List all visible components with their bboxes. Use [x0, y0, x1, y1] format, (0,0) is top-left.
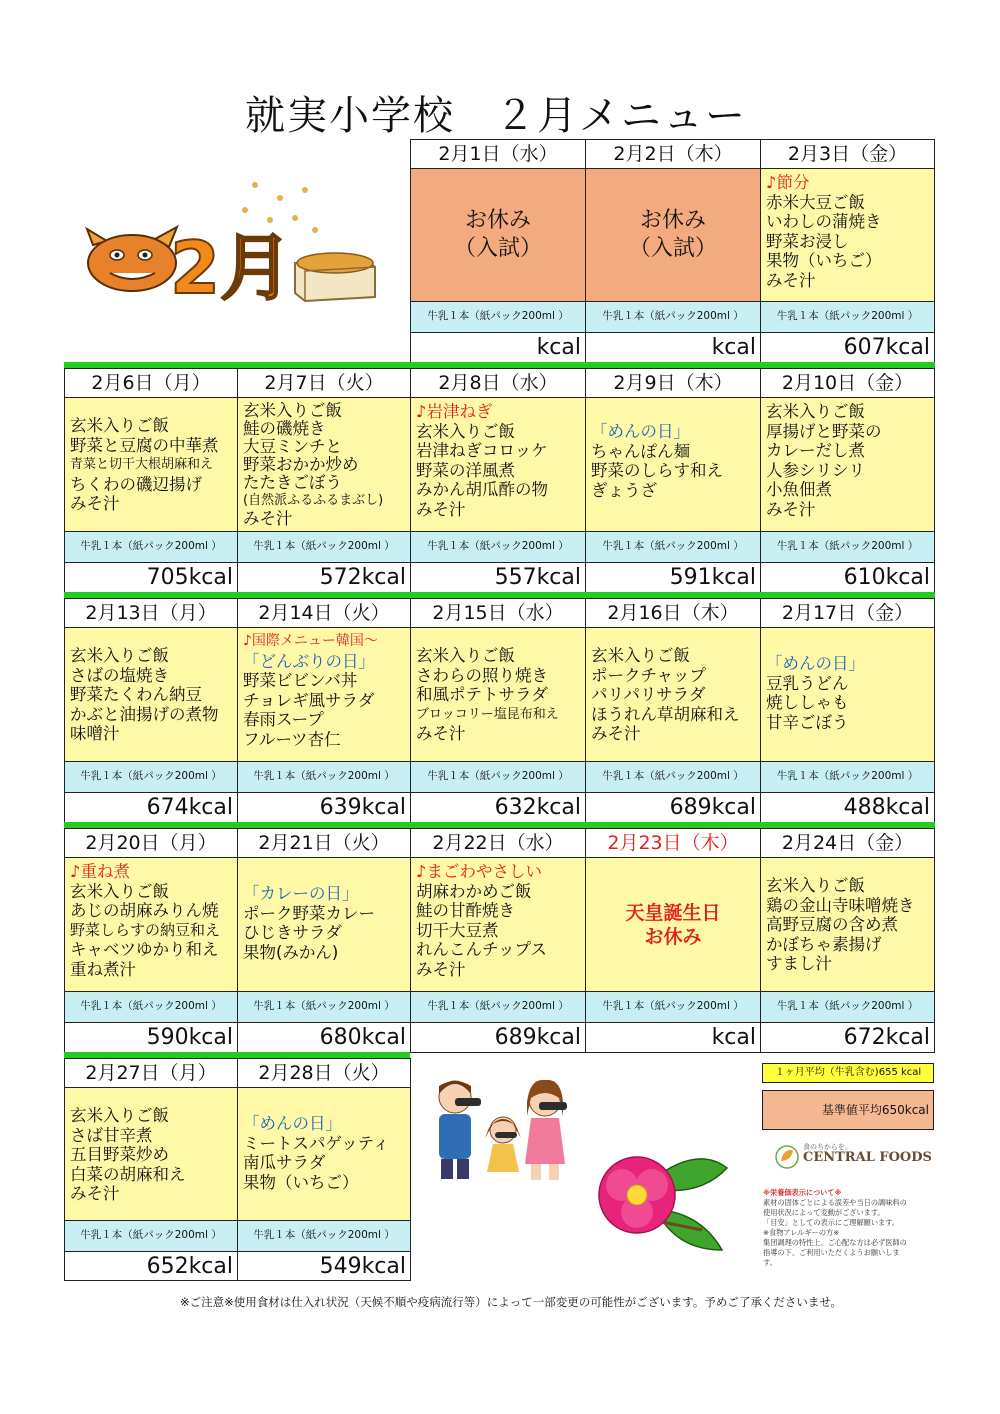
menu-item: 鮭の磯焼き [243, 419, 326, 438]
menu-item: 玄米入りご飯 [591, 646, 690, 665]
milk-note: 牛乳１本（紙パック200ml ） [410, 301, 586, 333]
kcal-value: 572kcal [237, 562, 411, 593]
menu-item: かぼちゃ素揚げ [766, 934, 882, 954]
page-title [245, 84, 747, 141]
milk-note: 牛乳１本（紙パック200ml ） [237, 761, 411, 793]
kcal-value: 705kcal [64, 562, 238, 593]
kcal-value: 674kcal [64, 792, 238, 823]
menu-item: 甘辛ごぼう [766, 712, 849, 732]
milk-note: 牛乳１本（紙パック200ml ） [760, 991, 935, 1023]
menu-title: ２月メニュー [495, 93, 747, 139]
day-header-feb16: 2月16日（木） [585, 598, 761, 628]
menu-item: ミートスパゲッティ [243, 1133, 390, 1153]
menu-item: キャベツゆかり和え [70, 940, 219, 959]
menu-item: チョレギ風サラダ [243, 690, 375, 710]
oni-mask-icon [85, 225, 180, 295]
milk-note: 牛乳１本（紙パック200ml ） [760, 761, 935, 793]
milk-note: 牛乳１本（紙パック200ml ） [585, 761, 761, 793]
menu-theme: 「めんの日」 [766, 654, 865, 673]
closed-reason: （入試） [628, 236, 717, 261]
holiday-label: 天皇誕生日 [625, 901, 721, 924]
menu-item: 野菜のしらす和え [591, 461, 723, 480]
menu-item: 野菜たくわん納豆 [70, 685, 202, 704]
menu-item: ちゃんぽん麺 [591, 441, 690, 461]
menu-item: ちくわの磯辺揚げ [70, 474, 202, 494]
menu-item: 大豆ミンチと [243, 437, 342, 456]
menu-theme: 「めんの日」 [591, 422, 690, 441]
menu-item: 果物（いちご） [766, 251, 882, 270]
menu-item: 重ね煮汁 [70, 959, 136, 979]
menu-cell-feb9 [585, 397, 761, 532]
menu-item: すまし汁 [766, 954, 832, 973]
menu-item: 豆乳うどん [766, 673, 849, 693]
family-eating-ehomaki-icon [425, 1072, 585, 1182]
kcal-value: 672kcal [760, 1022, 935, 1053]
menu-theme: ♪まごわやさしい [416, 862, 543, 881]
monthly-average: １ヶ月平均（牛乳含む)655 kcal [762, 1063, 934, 1083]
menu-cell-feb27 [64, 1087, 238, 1221]
kcal-value: kcal [585, 332, 761, 363]
kcal-value: 607kcal [760, 332, 935, 363]
menu-item: ぎょうざ [591, 480, 657, 500]
logo-name: CENTRAL FOODS [803, 1150, 932, 1165]
day-header-feb2: 2月2日（木） [585, 139, 761, 169]
menu-item: さばの塩焼き [70, 665, 169, 685]
day-header-feb27: 2月27日（月） [64, 1058, 238, 1088]
menu-item: ひじきサラダ [243, 923, 342, 942]
menu-item: (自然派ふるふるまぶし) [243, 493, 384, 508]
menu-cell-feb22 [410, 857, 586, 992]
menu-item: みそ汁 [416, 959, 466, 979]
menu-cell-feb15 [410, 627, 586, 762]
menu-item: みそ汁 [70, 1184, 120, 1203]
day-header-feb1: 2月1日（水） [410, 139, 586, 169]
menu-item: 玄米入りご飯 [416, 421, 515, 441]
milk-note: 牛乳１本（紙パック200ml ） [585, 301, 761, 333]
menu-cell-feb8 [410, 397, 586, 532]
menu-item: 鶏の金山寺味噌焼き [766, 895, 915, 915]
menu-item: 青菜と切干大根胡麻和え [70, 457, 214, 472]
menu-theme: 「カレーの日」 [243, 884, 359, 903]
holiday-closed: お休み [644, 925, 702, 948]
menu-cell-feb6 [64, 397, 238, 532]
kcal-value: 591kcal [585, 562, 761, 593]
day-header-feb3: 2月3日（金） [760, 139, 935, 169]
milk-note: 牛乳１本（紙パック200ml ） [760, 531, 935, 563]
menu-theme-sub: 「どんぶりの日」 [243, 651, 375, 671]
milk-note: 牛乳１本（紙パック200ml ） [64, 761, 238, 793]
menu-item: 果物（いちご） [243, 1172, 359, 1192]
menu-item: ほうれん草胡麻和え [591, 704, 740, 724]
day-header-feb28: 2月28日（火） [237, 1058, 411, 1088]
menu-item: みそ汁 [416, 499, 466, 519]
closed-cell-feb1 [410, 168, 586, 302]
menu-item: フルーツ杏仁 [243, 729, 341, 749]
menu-item: たたきごぼう [243, 473, 342, 492]
company-logo [775, 1142, 935, 1172]
menu-item: 厚揚げと野菜の [766, 421, 882, 441]
day-header-feb10: 2月10日（金） [760, 368, 935, 398]
menu-cell-feb17 [760, 627, 935, 762]
day-header-feb14: 2月14日（火） [237, 598, 411, 628]
menu-item: 野菜しらすの納豆和え [70, 920, 221, 939]
kcal-value: 557kcal [410, 562, 586, 593]
kcal-value: 488kcal [760, 792, 935, 823]
menu-item: みそ汁 [416, 724, 466, 743]
leaf-logo-icon [775, 1144, 799, 1170]
day-header-feb23: 2月23日（木） [585, 828, 761, 858]
menu-item: みそ汁 [243, 509, 293, 528]
kcal-value: 680kcal [237, 1022, 411, 1053]
notes-line: す。 [763, 1258, 777, 1267]
menu-item: 野菜ビビンバ丼 [243, 671, 358, 690]
menu-item: 玄米入りご飯 [243, 401, 342, 420]
holiday-cell-feb23 [585, 857, 761, 992]
menu-item: 五目野菜炒め [70, 1145, 169, 1164]
notes-line: ※食物アレルギーの方※ [763, 1228, 840, 1237]
notes-heading: ※栄養価表示について※ [763, 1188, 842, 1197]
day-header-feb8: 2月8日（水） [410, 368, 586, 398]
menu-item: 焼ししゃも [766, 693, 849, 712]
menu-item: いわしの蒲焼き [766, 212, 882, 231]
menu-item: ポークチャップ [591, 665, 707, 685]
milk-note: 牛乳１本（紙パック200ml ） [585, 531, 761, 563]
day-header-feb15: 2月15日（水） [410, 598, 586, 628]
standard-average: 基準値平均650kcal [762, 1090, 934, 1130]
kcal-value: 639kcal [237, 792, 411, 823]
kcal-value: kcal [585, 1022, 761, 1053]
kcal-value: 652kcal [64, 1251, 238, 1281]
menu-item: 鮭の甘酢焼き [416, 901, 515, 920]
menu-item: 野菜お浸し [766, 231, 849, 251]
menu-item: 野菜の洋風煮 [416, 460, 515, 480]
notes-line: 使用状況によって変動がございます。 [763, 1208, 885, 1217]
milk-note: 牛乳１本（紙パック200ml ） [410, 761, 586, 793]
school-name: 就実小学校 [245, 93, 455, 139]
menu-cell-feb7 [237, 397, 411, 532]
milk-note: 牛乳１本（紙パック200ml ） [410, 991, 586, 1023]
menu-item: さわらの照り焼き [416, 665, 548, 685]
menu-item: 玄米入りご飯 [70, 416, 169, 435]
kcal-value: 689kcal [585, 792, 761, 823]
menu-item: みそ汁 [766, 270, 816, 290]
menu-item: 春雨スープ [243, 710, 324, 729]
menu-item: 岩津ねぎコロッケ [416, 441, 548, 460]
menu-item: 南瓜サラダ [243, 1153, 326, 1172]
menu-theme: ♪岩津ねぎ [416, 402, 493, 421]
milk-note: 牛乳１本（紙パック200ml ） [237, 531, 411, 563]
menu-item: 味噌汁 [70, 724, 120, 743]
menu-item: さば甘辛煮 [70, 1125, 153, 1145]
menu-item: ポーク野菜カレー [243, 903, 375, 923]
day-header-feb17: 2月17日（金） [760, 598, 935, 628]
notes-line: 「目安」としての表示にご理解願います。 [763, 1218, 899, 1227]
milk-note: 牛乳１本（紙パック200ml ） [585, 991, 761, 1023]
milk-note: 牛乳１本（紙パック200ml ） [64, 991, 238, 1023]
milk-note: 牛乳１本（紙パック200ml ） [64, 531, 238, 563]
menu-cell-feb10 [760, 397, 935, 532]
closed-reason: （入試） [453, 236, 542, 261]
menu-item: あじの胡麻みりん焼 [70, 901, 219, 920]
menu-item: 人参シリシリ [766, 460, 865, 480]
menu-cell-feb21 [237, 857, 411, 992]
menu-item: かぶと油揚げの煮物 [70, 704, 219, 724]
camellia-flower-icon [592, 1140, 742, 1260]
menu-item: みかん胡瓜酢の物 [416, 480, 548, 499]
milk-note: 牛乳１本（紙パック200ml ） [237, 1220, 411, 1252]
menu-cell-feb14 [237, 627, 411, 762]
day-header-feb20: 2月20日（月） [64, 828, 238, 858]
day-header-feb9: 2月9日（木） [585, 368, 761, 398]
nutrition-notes [763, 1188, 938, 1268]
day-header-feb22: 2月22日（水） [410, 828, 586, 858]
menu-item: 切干大豆煮 [416, 920, 499, 940]
menu-item: 和風ポテトサラダ [416, 685, 548, 704]
closed-cell-feb2 [585, 168, 761, 302]
february-decoration [85, 180, 385, 320]
menu-item: カレーだし煮 [766, 441, 865, 460]
closed-label: お休み [464, 208, 531, 233]
menu-item: 玄米入りご飯 [766, 402, 865, 421]
logo-tagline: 食のちからを。 [803, 1143, 852, 1151]
menu-item: 胡麻わかめご飯 [416, 881, 532, 901]
menu-theme: ♪国際メニュー韓国～ [243, 633, 378, 649]
menu-item: 果物(みかん) [243, 942, 339, 962]
month-label: 2月 [170, 226, 293, 310]
menu-item: 玄米入りご飯 [766, 876, 865, 895]
bean-box-icon [290, 245, 380, 305]
closed-label: お休み [639, 208, 706, 233]
menu-item: ブロッコリー塩昆布和え [416, 706, 559, 722]
menu-item: 玄米入りご飯 [70, 646, 169, 665]
menu-item: 野菜と豆腐の中華煮 [70, 435, 219, 455]
day-header-feb13: 2月13日（月） [64, 598, 238, 628]
footer-notice: ※ご注意※使用食材は仕入れ状況（天候不順や疫病流行等）によって一部変更の可能性がございます。予めご了承くださいませ。 [180, 1295, 842, 1309]
menu-item: みそ汁 [766, 499, 816, 519]
menu-cell-feb16 [585, 627, 761, 762]
menu-theme: ♪重ね煮 [70, 862, 131, 881]
day-header-feb7: 2月7日（火） [237, 368, 411, 398]
menu-cell-feb20 [64, 857, 238, 992]
menu-cell-feb24 [760, 857, 935, 992]
menu-item: 玄米入りご飯 [70, 1106, 169, 1125]
milk-note: 牛乳１本（紙パック200ml ） [760, 301, 935, 333]
day-header-feb21: 2月21日（火） [237, 828, 411, 858]
notes-line: 集団調理の特性上、ご心配な方は必ず医師の [763, 1238, 907, 1247]
milk-note: 牛乳１本（紙パック200ml ） [410, 531, 586, 563]
menu-item: 玄米入りご飯 [416, 646, 515, 665]
kcal-value: 590kcal [64, 1022, 238, 1053]
menu-item: パリパリサラダ [591, 685, 706, 704]
notes-line: 素材の固体ごとによる誤差や当日の調味料の [763, 1198, 907, 1207]
kcal-value: 689kcal [410, 1022, 586, 1053]
kcal-value: kcal [410, 332, 586, 363]
kcal-value: 549kcal [237, 1251, 411, 1281]
menu-item: 小魚佃煮 [766, 480, 832, 499]
menu-cell-feb28 [237, 1087, 411, 1221]
menu-item: 玄米入りご飯 [70, 881, 169, 901]
menu-item: みそ汁 [591, 724, 641, 743]
kcal-value: 610kcal [760, 562, 935, 593]
notes-line: 指導の下、ご利用いただくようお願いしま [763, 1248, 900, 1257]
menu-theme: ♪節分 [766, 173, 810, 192]
menu-item: 赤米大豆ご飯 [766, 192, 865, 212]
menu-theme: 「めんの日」 [243, 1114, 342, 1133]
menu-item: みそ汁 [70, 494, 120, 513]
kcal-value: 632kcal [410, 792, 586, 823]
menu-item: 白菜の胡麻和え [70, 1164, 186, 1184]
milk-note: 牛乳１本（紙パック200ml ） [237, 991, 411, 1023]
menu-item: 高野豆腐の含め煮 [766, 915, 898, 934]
milk-note: 牛乳１本（紙パック200ml ） [64, 1220, 238, 1252]
menu-cell-feb3 [760, 168, 935, 302]
menu-item: れんこんチップス [416, 940, 547, 959]
day-header-feb6: 2月6日（月） [64, 368, 238, 398]
day-header-feb24: 2月24日（金） [760, 828, 935, 858]
menu-cell-feb13 [64, 627, 238, 762]
menu-item: 野菜おかか炒め [243, 455, 359, 474]
